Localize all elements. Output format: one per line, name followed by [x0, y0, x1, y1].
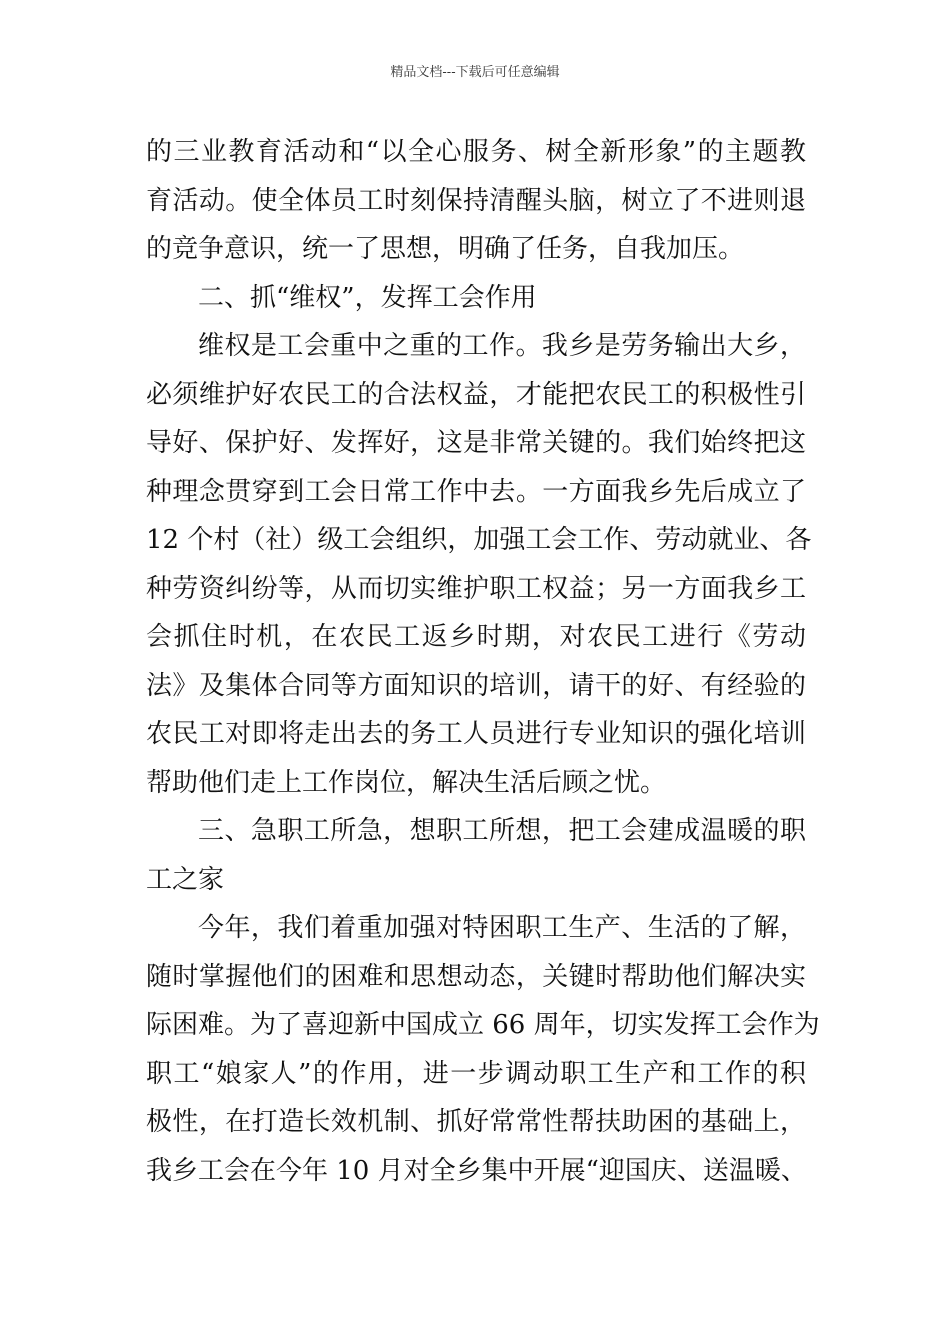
text-line: 今年，我们着重加强对特困职工生产、生活的了解， — [198, 913, 806, 943]
text-line: 的三业教育活动和“以全心服务、树全新形象”的主题教 — [146, 137, 806, 167]
page-header: 精品文档---下载后可任意编辑 — [390, 65, 560, 80]
text-line: 维权是工会重中之重的工作。我乡是劳务输出大乡， — [198, 331, 806, 361]
section-heading-cont: 工之家 — [146, 864, 225, 895]
text-line: 种理念贯穿到工会日常工作中去。一方面我乡先后成立了 — [146, 476, 806, 507]
text-line: 12 个村（社）级工会组织，加强工会工作、劳动就业、各 — [146, 525, 812, 555]
text-line: 育活动。使全体员工时刻保持清醒头脑，树立了不进则退 — [146, 185, 806, 216]
text-line: 际困难。为了喜迎新中国成立 66 周年，切实发挥工会作为 — [146, 1010, 820, 1040]
text-line: 必须维护好农民工的合法权益，才能把农民工的积极性引 — [146, 379, 806, 410]
section-heading: 二、抓“维权”，发挥工会作用 — [198, 282, 537, 313]
document-body — [146, 128, 820, 1195]
text-line: 的竞争意识，统一了思想，明确了任务，自我加压。 — [146, 234, 745, 264]
text-line: 职工“娘家人”的作用，进一步调动职工生产和工作的积 — [146, 1058, 806, 1089]
text-line: 帮助他们走上工作岗位，解决生活后顾之忧。 — [146, 767, 667, 798]
text-line: 种劳资纠纷等，从而切实维护职工权益；另一方面我乡工 — [146, 573, 806, 604]
text-line: 我乡工会在今年 10 月对全乡集中开展“迎国庆、送温暖、 — [146, 1155, 807, 1186]
section-heading: 三、急职工所急，想职工所想，把工会建成温暖的职 — [198, 816, 806, 846]
text-line: 会抓住时机，在农民工返乡时期，对农民工进行《劳动 — [146, 622, 806, 652]
text-line: 随时掌握他们的困难和思想动态，关键时帮助他们解决实 — [146, 961, 806, 992]
text-line: 法》及集体合同等方面知识的培训，请干的好、有经验的 — [146, 670, 806, 701]
text-line: 极性，在打造长效机制、抓好常常性帮扶助困的基础上， — [146, 1107, 806, 1137]
text-line: 导好、保护好、发挥好，这是非常关键的。我们始终把这 — [146, 428, 806, 458]
text-line: 农民工对即将走出去的务工人员进行专业知识的强化培训 — [146, 719, 806, 749]
